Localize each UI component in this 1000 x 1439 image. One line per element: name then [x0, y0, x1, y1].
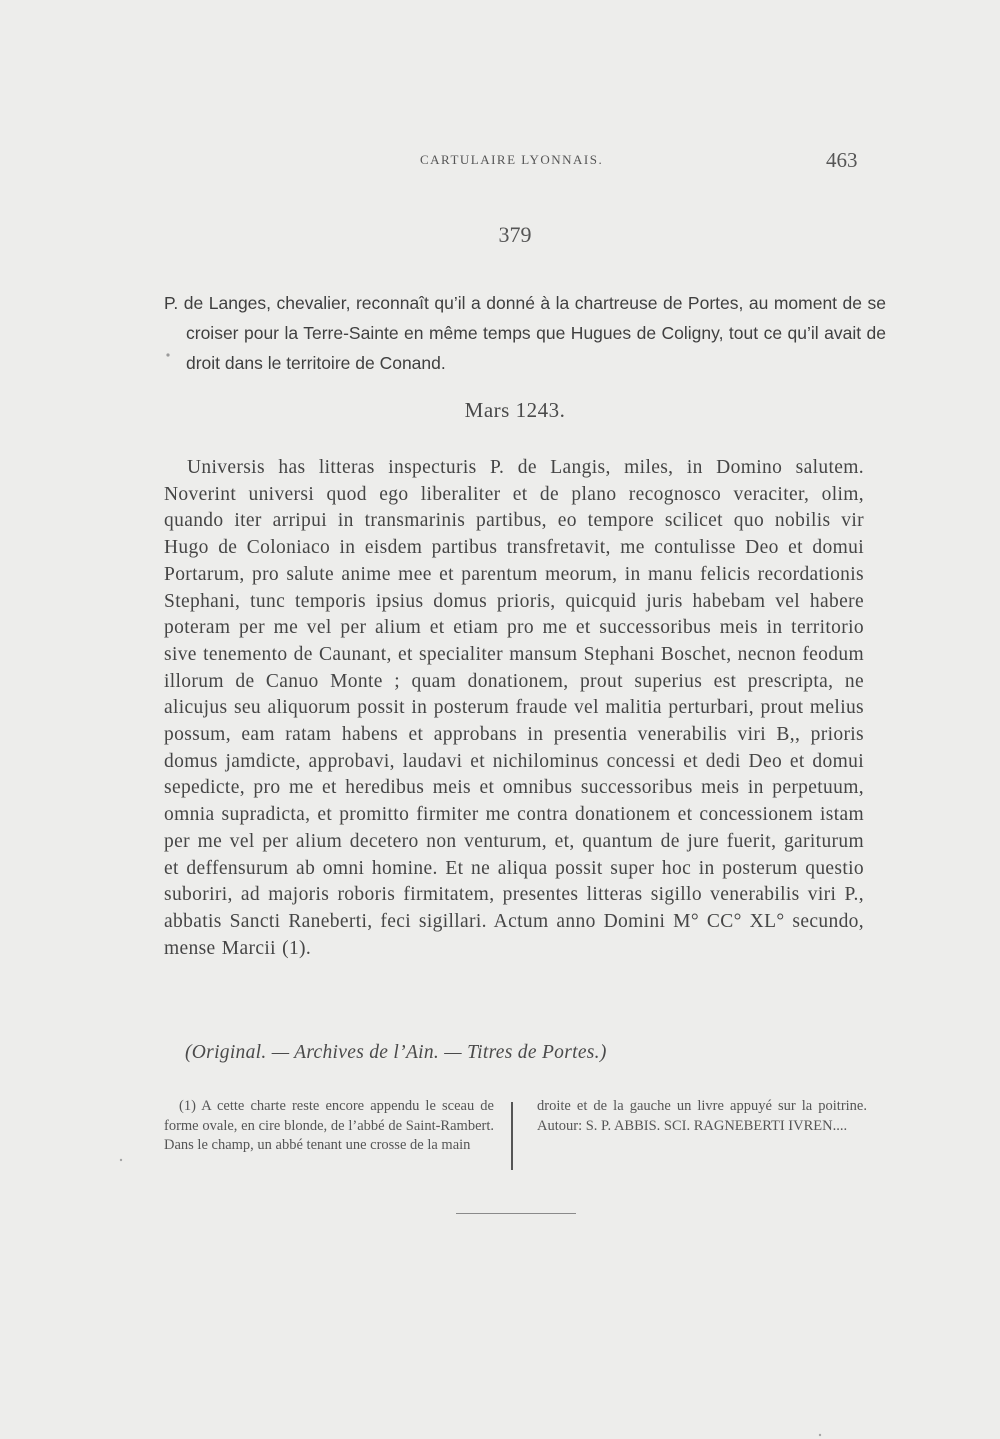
footnote-left-column: (1) A cette charte reste encore appendu le sceau de forme ovale, en cire blonde, de l’abbé de Saint-Rambert. Dans le champ, un abbé tenant une crosse de la main	[164, 1098, 494, 1153]
document-number: 379	[498, 222, 532, 247]
running-head: CARTULAIRE LYONNAIS.	[420, 152, 604, 167]
document-date: Mars 1243.	[464, 398, 566, 422]
document-summary: P. de Langes, chevalier, reconnaît qu’il a donné à la chartreuse de Portes, au moment de se croiser pour la Terre-Sainte en même temps que Hugues de Coligny, tout ce qu’il avait de droit dans le territoire de Conand.	[164, 293, 886, 373]
charter-text	[164, 455, 864, 962]
charter-paragraph: Universis has litteras inspecturis P. de Langis, miles, in Domino salutem. Noverint universi quod ego liberaliter et de plano recognosco veraciter, olim, quando iter arripui in transmarinis partibus, eo tempore scilicet quo nobilis vir Hugo de Coloniaco in eisdem partibus transfretavit, me contulisse Deo et domui Portarum, pro salute anime mee et parentum meorum, in manu felicis recordationis Stephani, tunc temporis ipsius domus prioris, quicquid juris habebam vel habere poteram per me vel per alium et etiam pro me et successoribus meis in territorio sive tenemento de Caunant, et specialiter mansum Stephani Boschet, necnon feodum illorum de Canuo Monte ; quam donationem, prout superius est prescripta, ne alicujus seu aliquorum possit in posterum fraude vel malitia perturbari, prout melius possum, eam ratam habens et approbans in presentia venerabilis viri B,, prioris domus jamdicte, approbavi, laudavi et nichilominus concessi et dedi Deo et domui sepedicte, pro me et heredibus meis et omnibus successoribus meis in perpetuum, omnia supradicta, et promitto firmiter me contra donationem et concessionem istam per me vel per alium decetero non venturum, et, quantum de jure fuerit, gariturum et deffensurum ab omni homine. Et ne aliqua possit super hoc in posterum questio suboriri, ad majoris roboris firmitatem, presentes litteras sigillo venerabilis viri P., abbatis Sancti Raneberti, feci sigillari. Actum anno Domini M° CC° XL° secundo, mense Marcii (1).	[164, 457, 864, 959]
bottom-rule	[456, 1213, 576, 1214]
footnote-right-column: droite et de la gauche un livre appuyé sur la poitrine. Autour: S. P. ABBIS. SCI. RAGNEBERTI IVREN....	[537, 1098, 867, 1134]
page-number: 463	[826, 148, 858, 172]
source-citation: (Original. — Archives de l’Ain. — Titres de Portes.)	[185, 1042, 607, 1063]
footnote-column-divider	[511, 1102, 513, 1170]
